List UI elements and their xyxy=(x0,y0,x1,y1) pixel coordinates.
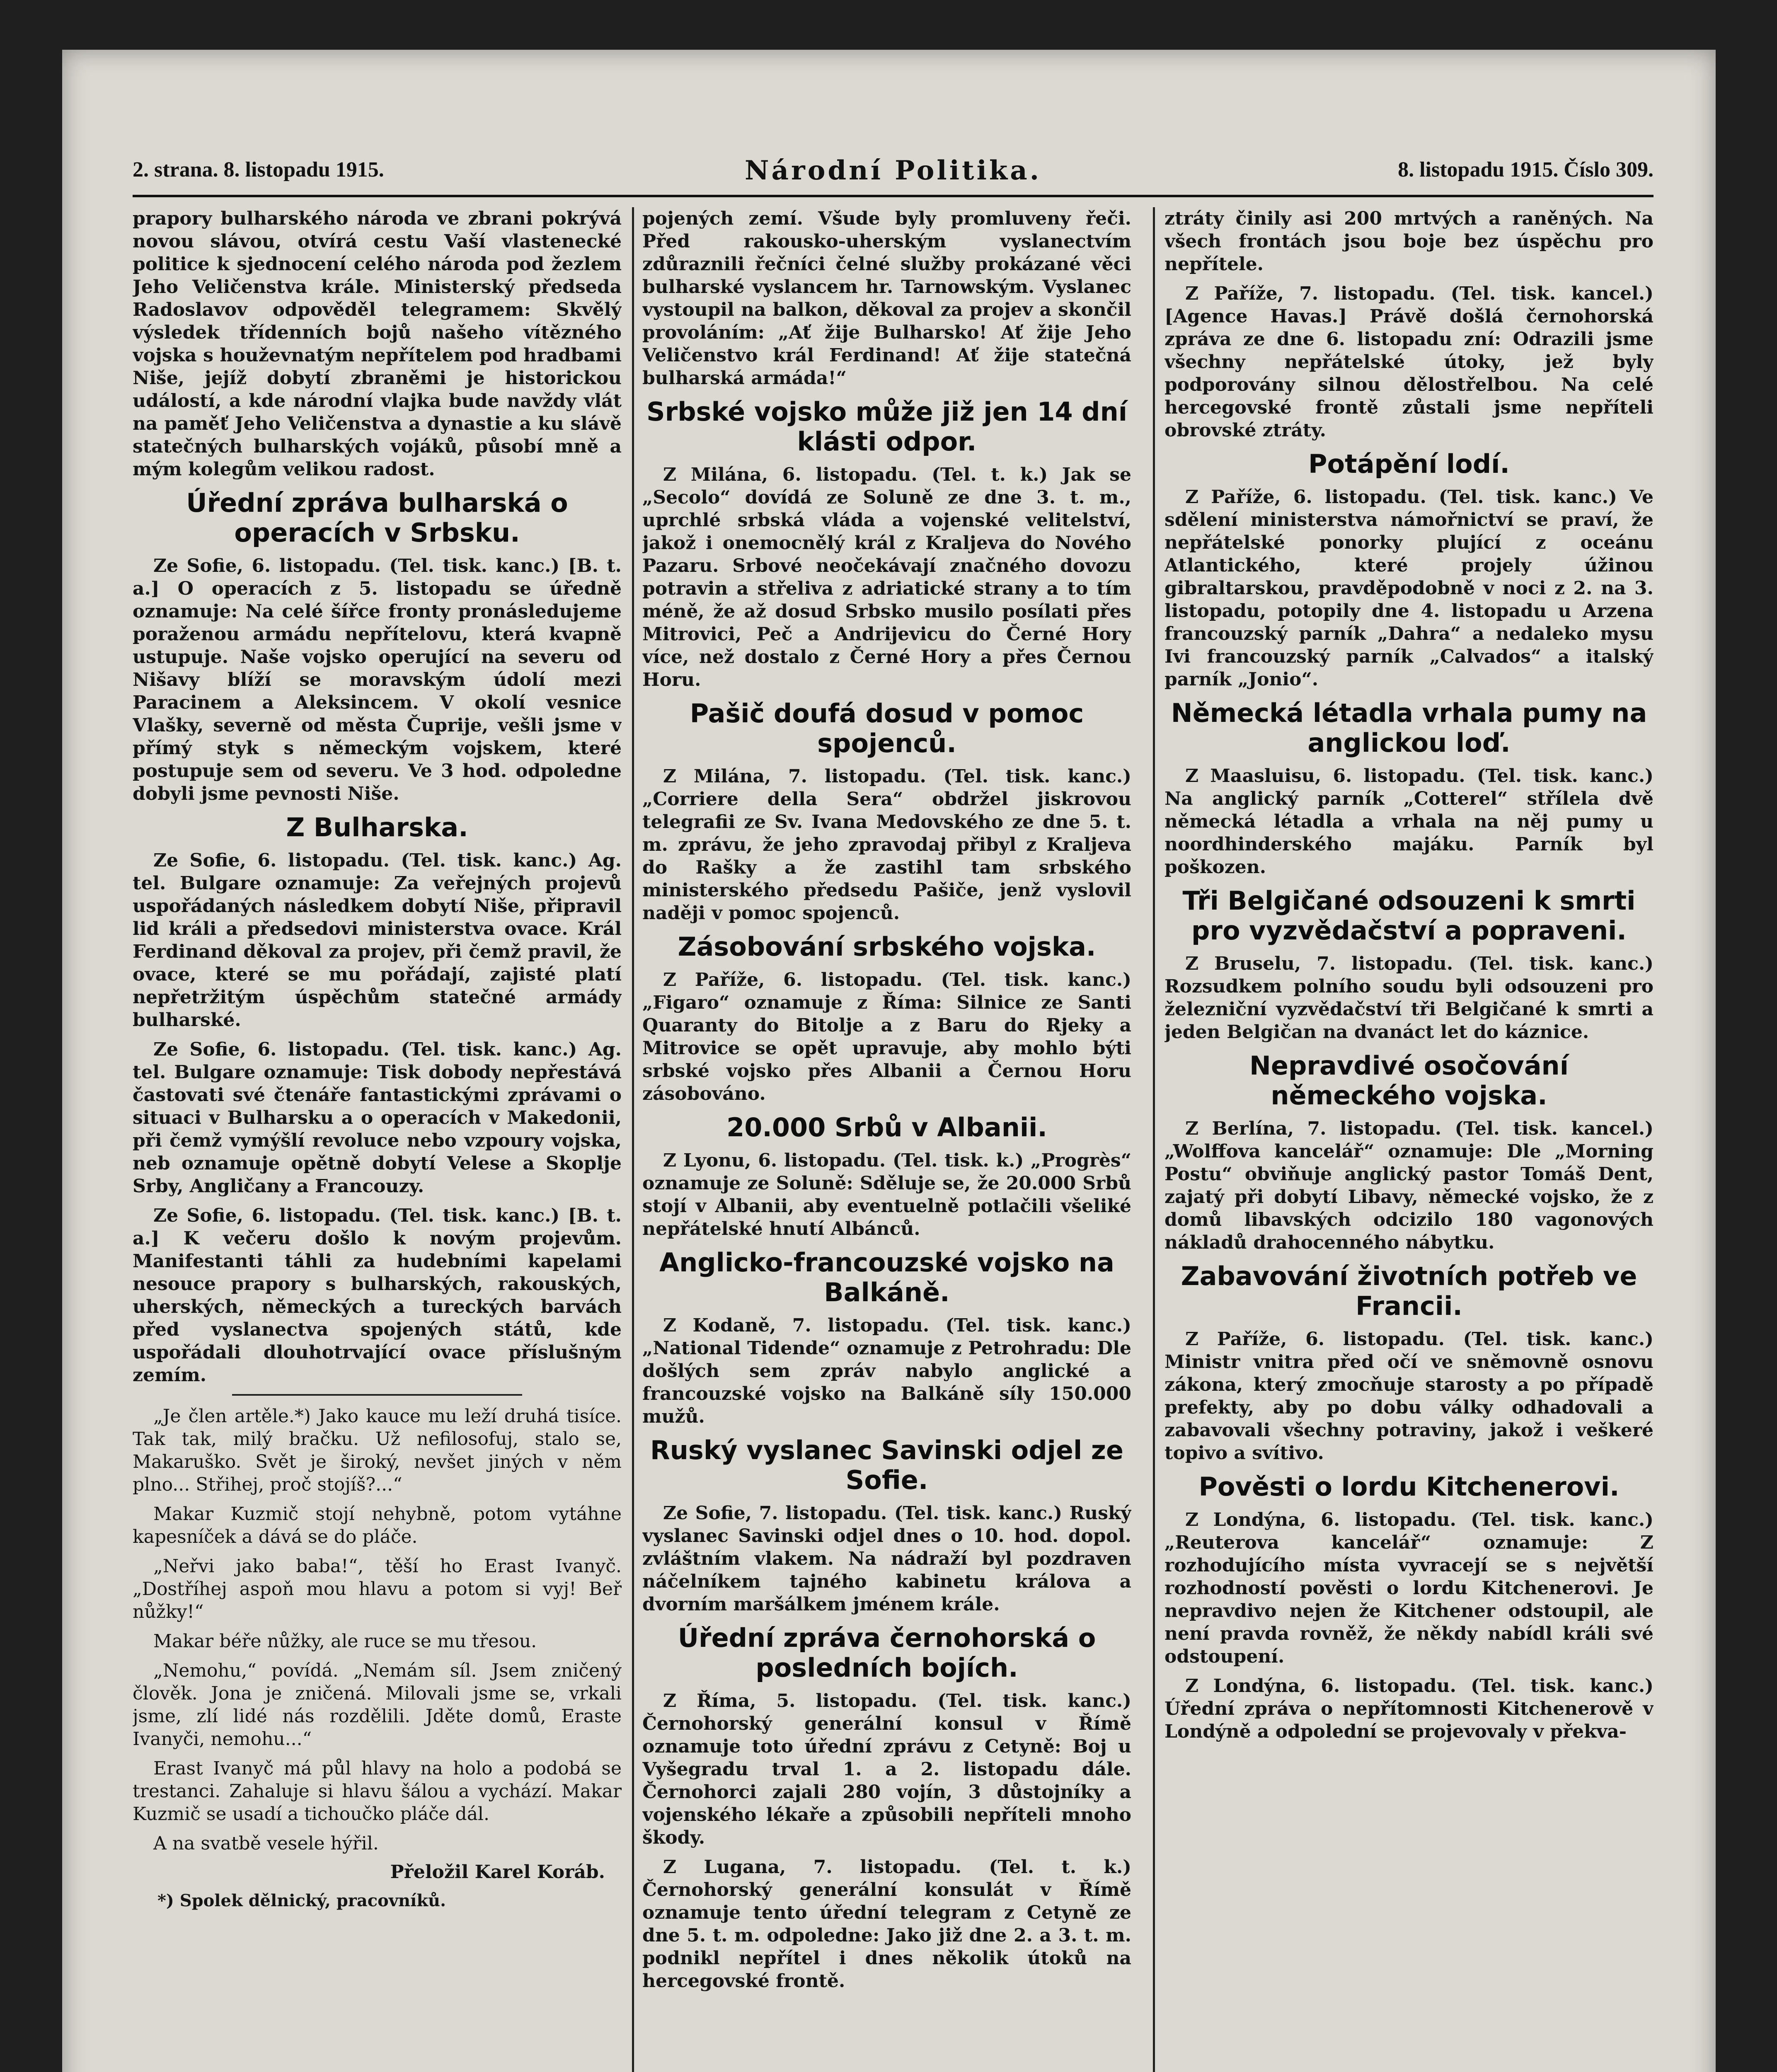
article-heading: Z Bulharska. xyxy=(286,812,468,842)
story-paragraph: Makar Kuzmič stojí nehybně, potom vytáhne kapesníček a dává se do pláče. xyxy=(133,1503,622,1547)
article-heading: Nepravdivé osočování německého vojska. xyxy=(1249,1051,1569,1111)
story-paragraph: A na svatbě vesele hýřil. xyxy=(153,1833,379,1854)
story-paragraph: Erast Ivanyč má půl hlavy na holo a podobá se trestanci. Zahaluje si hlavu šálou a vychází. Makar Kuzmič se usadí a tichoučko pláče dál. xyxy=(133,1758,622,1825)
article-heading: Úřední zpráva černohorská o posledních bojích. xyxy=(678,1623,1096,1683)
article-heading: Anglicko-francouzské vojsko na Balkáně. xyxy=(659,1247,1114,1307)
paragraph: Z Paříže, 6. listopadu. (Tel. tisk. kanc.) „Figaro“ oznamuje z Říma: Silnice ze Santi Quaranty do Bitolje a z Baru do Rjeky a Mitrovice se opět upravuje, aby mohlo býti srbské vojsko přes Albanii a Černou Horu zásobováno. xyxy=(642,969,1131,1104)
feuilleton-story xyxy=(133,1405,622,1855)
story-paragraph: Makar béře nůžky, ale ruce se mu třesou. xyxy=(153,1631,537,1652)
article-heading: Německá létadla vrhala pumy na anglickou loď. xyxy=(1171,698,1647,758)
paragraph: Z Paříže, 7. listopadu. (Tel. tisk. kancel.) [Agence Havas.] Právě došlá černohorská zpráva ze dne 6. listopadu zní: Odrazili jsme všechny nepřátelské útoky, jež byly podporovány silnou dělostřelbou. Na celé hercegovské frontě zůstali jsme nepříteli obrovské ztráty. xyxy=(1164,283,1654,441)
paragraph: Z Lugana, 7. listopadu. (Tel. t. k.) Černohorský generální konsulát v Římě oznamuje tento úřední telegram z Cetyně ze dne 5. t. m. odpoledne: Jako již dne 2. a 3. t. m. podnikl nepřítel i dnes několik útoků na hercegovské frontě. xyxy=(642,1857,1131,1992)
paragraph: Ze Sofie, 6. listopadu. (Tel. tisk. kanc.) Ag. tel. Bulgare oznamuje: Tisk dobody nepřestává častovati své čtenáře fantastickými zprávami o situaci v Bulharsku a o operacích v Makedonii, při čemž vymýšlí revoluce nebo vzpoury vojska, neb oznamuje opětně dobytí Velese a Skoplje Srby, Angličany a Francouzy. xyxy=(133,1039,622,1197)
masthead-title: Národní Politika. xyxy=(745,155,1041,186)
paragraph: Z Paříže, 6. listopadu. (Tel. tisk. kanc.) Ve sdělení ministerstva námořnictví se praví, že nepřátelské ponorky plující z oceánu Atlantického, které projely úžinou gibraltarskou, pravděpodobně v noci z 2. na 3. listopadu, potopily dne 4. listopadu u Arzena francouzský parník „Dahra“ a nedaleko mysu Ivi francouzský parník „Calvados“ a italský parník „Jonio“. xyxy=(1164,487,1654,690)
page-header xyxy=(133,149,1654,197)
paragraph: Z Bruselu, 7. listopadu. (Tel. tisk. kanc.) Rozsudkem polního soudu byli odsouzeni pro železniční vyzvědačství tři Belgičané k smrti a jeden Belgičan na dvanáct let do káznice. xyxy=(1164,953,1654,1043)
paragraph: Z Paříže, 6. listopadu. (Tel. tisk. kanc.) Ministr vnitra před očí ve sněmovně osnovu zákona, který zmocňuje starosty a po případě prefekty, aby po dobu války odhadovali a zabavovali všechny potraviny, jakož i veškeré topivo a svítivo. xyxy=(1164,1329,1654,1464)
section-divider xyxy=(232,1394,522,1396)
paragraph: Z Londýna, 6. listopadu. (Tel. tisk. kanc.) „Reuterova kancelář“ oznamuje: Z rozhodujícího místa vyvracejí se s největší rozhodností pověsti o lordu Kitchenerovi. Je nepravdivo nejen že Kitchener odstoupil, ale není pravda rovněž, že někdy nabídl králi své odstoupení. xyxy=(1164,1509,1654,1667)
paragraph: Ze Sofie, 7. listopadu. (Tel. tisk. kanc.) Ruský vyslanec Savinski odjel dnes o 10. hod. dopol. zvláštním vlakem. Na nádraží byl pozdraven náčelníkem tajného kabinetu králova a dvorním maršálkem jménem krále. xyxy=(642,1503,1131,1615)
paragraph: Ze Sofie, 6. listopadu. (Tel. tisk. kanc.) Ag. tel. Bulgare oznamuje: Za veřejných projevů uspořádaných následkem dobytí Niše, připravil lid králi a předsedovi ministerstva ovace. Král Ferdinand děkoval za projev, při čemž pravil, že ovace, které se mu pořádají, zajisté platí nepřetržitým úspěchům statečné armády bulharské. xyxy=(133,850,622,1031)
column-2 xyxy=(642,207,1131,2072)
translator-credit: Přeložil Karel Koráb. xyxy=(390,1861,605,1883)
column-rule-2 xyxy=(1153,207,1155,2072)
story-paragraph: „Je člen artěle.*) Jako kauce mu leží druhá tisíce. Tak tak, milý bračku. Už nefilosofuj, stalo se, Makaruško. Svět je široký, nevšet jiných v něm plno... Střihej, proč stojíš?...“ xyxy=(133,1406,622,1495)
paragraph: Z Londýna, 6. listopadu. (Tel. tisk. kanc.) Úřední zpráva o nepřítomnosti Kitchenerově v Londýně a odpolední se projevovaly v překva- xyxy=(1164,1675,1654,1742)
article-heading: Tři Belgičané odsouzeni k smrti pro vyzvědačství a popraveni. xyxy=(1182,886,1636,946)
column-1 xyxy=(133,207,622,2072)
story-paragraph: „Nemohu,“ povídá. „Nemám síl. Jsem zničený člověk. Jona je zničená. Milovali jsme se, vrkali jsme, zlí lidé nás rozdělili. Jděte domů, Eraste Ivanyči, nemohu...“ xyxy=(133,1660,622,1750)
paragraph: Z Říma, 5. listopadu. (Tel. tisk. kanc.) Černohorský generální konsul v Římě oznamuje toto úřední zprávu z Cetyně: Boj u Vyšegradu trval 1. a 2. listopadu dále. Černohorci zajali 280 vojín, 3 důstojníky a vojenského lékaře a způsobili nepříteli mnoho škody. xyxy=(642,1690,1131,1848)
article-heading: 20.000 Srbů v Albanii. xyxy=(726,1112,1047,1143)
paragraph: Ze Sofie, 6. listopadu. (Tel. tisk. kanc.) [B. t. a.] K večeru došlo k novým projevům. Manifestanti táhli za hudebními kapelami nesouce prapory s bulharských, rakouských, uherských, německých a tureckých barvách před vyslanectva spojených států, kde uspořádali dlouhotrvající ovace příslušným zemím. xyxy=(133,1205,622,1386)
newspaper-page xyxy=(62,50,1716,2072)
paragraph: Z Kodaně, 7. listopadu. (Tel. tisk. kanc.) „National Tidende“ oznamuje z Petrohradu: Dle došlých sem zpráv nabylo anglické a francouzské vojsko na Balkáně síly 150.000 mužů. xyxy=(642,1315,1131,1427)
column-3 xyxy=(1164,207,1654,2072)
header-issue-right: 8. listopadu 1915. Číslo 309. xyxy=(1398,158,1654,182)
paragraph: Z Milána, 6. listopadu. (Tel. t. k.) Jak se „Secolo“ dovídá ze Soluně ze dne 3. t. m., uprchlé srbská vláda a vojenské velitelství, jakož i onemocnělý král z Kraljeva do Nového Pazaru. Srbové neočekávají značného dovozu potravin a střeliva z adriatické strany a to tím méně, že až dosud Srbsko musilo posílati přes Mitrovici, Peč a Andrijevicu do Černé Hory více, než dostalo z Černé Hory a přes Černou Horu. xyxy=(642,464,1131,690)
paragraph: Z Milána, 7. listopadu. (Tel. tisk. kanc.) „Corriere della Sera“ obdržel jiskrovou telegrafii ze Sv. Ivana Medovského ze dne 5. t. m. zprávu, že jeho zpravodaj přibyl z Kraljeva do Rašky a že zastihl tam srbského ministerského předsedu Pašiče, jenž vyslovil naději v pomoc spojenců. xyxy=(642,766,1131,924)
footnote: *) Spolek dělnický, pracovníků. xyxy=(157,1891,446,1910)
article-heading: Zabavování životních potřeb ve Francii. xyxy=(1181,1261,1637,1321)
paragraph: ztráty činily asi 200 mrtvých a raněných. Na všech frontách jsou boje bez úspěchu pro nepřítele. xyxy=(1164,208,1654,275)
paragraph: Z Berlína, 7. listopadu. (Tel. tisk. kancel.) „Wolffova kancelář“ oznamuje: Dle „Morning Postu“ obviňuje anglický pastor Tomáš Dent, zajatý při dobytí Libavy, německé vojsko, že z domů libavských odcizilo 180 vagonových nákladů drahocenného nábytku. xyxy=(1164,1118,1654,1253)
article-heading: Úřední zpráva bulharská o operacích v Srbsku. xyxy=(186,488,568,548)
column-rule-1 xyxy=(632,207,634,2072)
article-heading: Srbské vojsko může již jen 14 dní klásti odpor. xyxy=(646,397,1127,457)
paragraph: Z Lyonu, 6. listopadu. (Tel. tisk. k.) „Progrès“ oznamuje ze Soluně: Sděluje se, že 20.000 Srbů stojí v Albanii, aby eventuelně potlačili všeliké nepřátelské hnutí Albánců. xyxy=(642,1150,1131,1239)
article-heading: Pašič doufá dosud v pomoc spojenců. xyxy=(690,698,1084,758)
paragraph: Z Maasluisu, 6. listopadu. (Tel. tisk. kanc.) Na anglický parník „Cotterel“ střílela dvě německá létadla a vrhala na něj pumy u noordhinderského majáku. Parník byl poškozen. xyxy=(1164,765,1654,878)
story-paragraph: „Neřvi jako baba!“, těší ho Erast Ivanyč. „Dostříhej aspoň mou hlavu a potom si vyj! Beř nůžky!“ xyxy=(133,1556,622,1622)
paragraph: prapory bulharského národa ve zbrani pokrývá novou slávou, otvírá cestu Vaší vlastenecké politice k sjednocení celého národa pod žezlem Jeho Veličenstva krále. Ministerský předseda Radoslavov odpověděl telegramem: Skvělý výsledek třídenních bojů našeho vítězného vojska s houževnatým nepřítelem pod hradbami Niše, jejíž dobytí zbraněmi je historickou událostí, a kde národní vlajka bude navždy vlát na paměť Jeho Veličenstva a dynastie a ku slávě statečných bulharských vojáků, působí mně a mým kolegům velikou radost. xyxy=(133,208,622,480)
paragraph: pojených zemí. Všude byly promluveny řeči. Před rakousko-uherským vyslanectvím zdůraznili řečníci čelné služby prokázané věci bulharské vyslancem hr. Tarnowským. Vyslanec vystoupil na balkon, děkoval za projev a skončil provoláním: „Ať žije Bulharsko! Ať žije Jeho Veličenstvo král Ferdinand! Ať žije statečná bulharská armáda!“ xyxy=(642,208,1131,389)
article-heading: Potápění lodí. xyxy=(1308,449,1510,479)
article-heading: Zásobování srbského vojska. xyxy=(678,932,1096,962)
article-heading: Pověsti o lordu Kitchenerovi. xyxy=(1198,1472,1620,1502)
header-date-left: 2. strana. 8. listopadu 1915. xyxy=(133,158,384,182)
paragraph: Ze Sofie, 6. listopadu. (Tel. tisk. kanc.) [B. t. a.] O operacích z 5. listopadu se úředně oznamuje: Na celé šířce fronty pronásledujeme poraženou armádu nepřítelovu, která kvapně ustupuje. Naše vojsko operující na severu od Nišavy blíží se moravským údolí mezi Paracinem a Aleksincem. V okolí vesnice Vlašky, severně od města Čuprije, vešli jsme v přímý styk s německým vojskem, které postupuje sem od severu. Ve 3 hod. odpoledne dobyli jsme pevnosti Niše. xyxy=(133,555,622,804)
article-heading: Ruský vyslanec Savinski odjel ze Sofie. xyxy=(650,1435,1123,1495)
